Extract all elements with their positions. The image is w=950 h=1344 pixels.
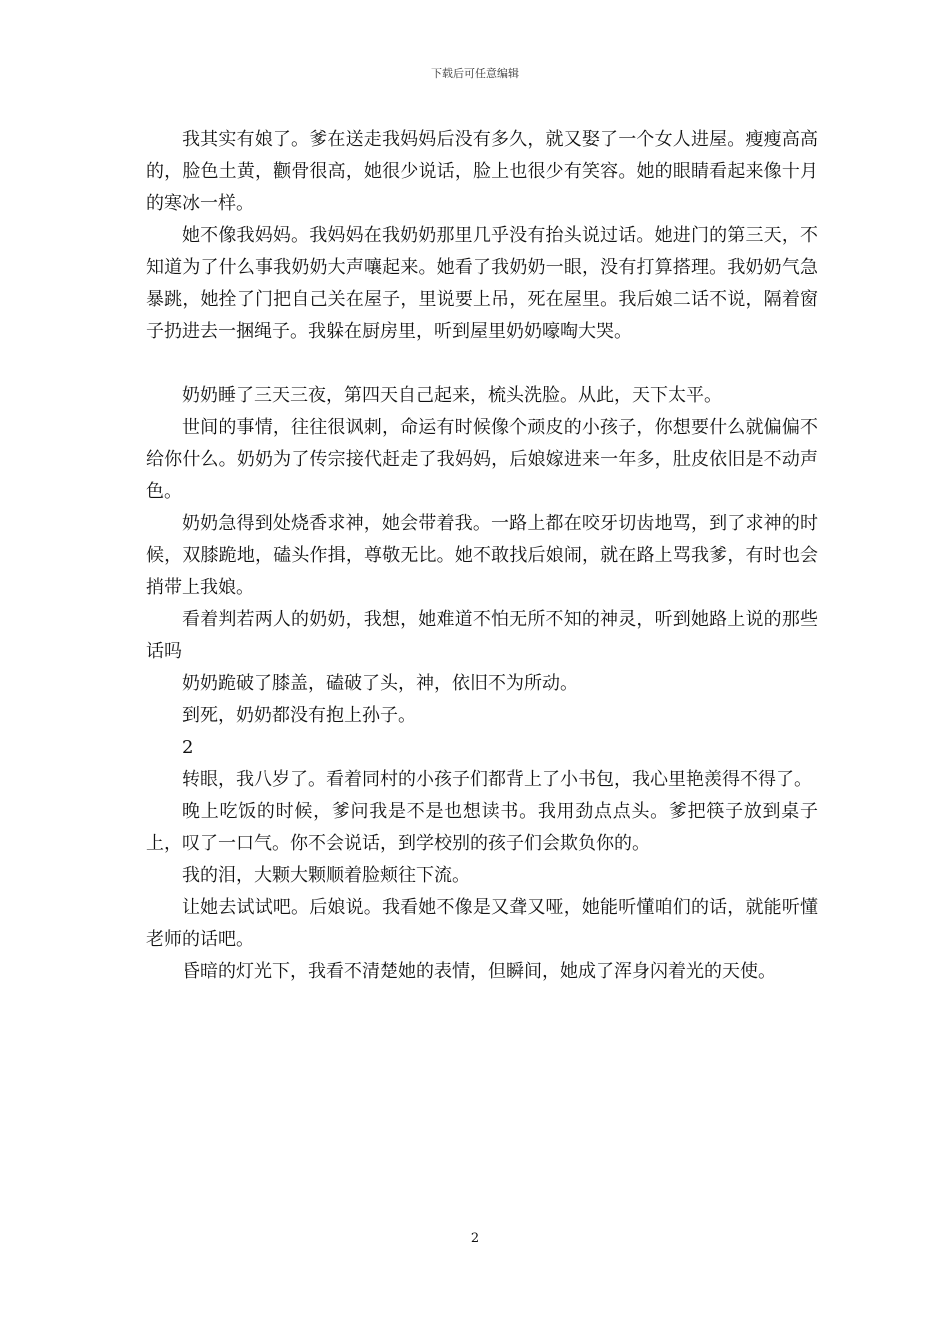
- paragraph: 看着判若两人的奶奶，我想，她难道不怕无所不知的神灵，听到她路上说的那些话吗: [146, 609, 818, 662]
- paragraph: 世间的事情，往往很讽刺，命运有时候像个顽皮的小孩子，你想要什么就偏偏不给你什么。奶奶为了传宗接代赶走了我妈妈，后娘嫁进来一年多，肚皮依旧是不动声色。: [146, 417, 818, 502]
- page-header: 下载后可任意编辑: [431, 67, 519, 80]
- paragraph: 昏暗的灯光下，我看不清楚她的表情，但瞬间，她成了浑身闪着光的天使。: [182, 961, 776, 982]
- page-number: 2: [470, 1231, 480, 1246]
- paragraph: 她不像我妈妈。我妈妈在我奶奶那里几乎没有抬头说过话。她进门的第三天，不知道为了什么事我奶奶大声嚷起来。她看了我奶奶一眼，没有打算搭理。我奶奶气急暴跳，她拴了门把自己关在屋子，里说要上吊，死在屋里。我后娘二话不说，隔着窗子扔进去一捆绳子。我躲在厨房里，听到屋里奶奶嚎啕大哭。: [146, 225, 818, 342]
- section-number: 2: [182, 737, 194, 758]
- paragraph: 晚上吃饭的时候，爹问我是不是也想读书。我用劲点点头。爹把筷子放到桌子上，叹了一口气。你不会说话，到学校别的孩子们会欺负你的。: [146, 801, 818, 854]
- paragraph: 奶奶急得到处烧香求神，她会带着我。一路上都在咬牙切齿地骂，到了求神的时候，双膝跪地，磕头作揖，尊敬无比。她不敢找后娘闹，就在路上骂我爹，有时也会捎带上我娘。: [146, 513, 818, 598]
- paragraph: 奶奶跪破了膝盖，磕破了头，神，依旧不为所动。: [182, 673, 578, 694]
- paragraph: 奶奶睡了三天三夜，第四天自己起来，梳头洗脸。从此，天下太平。: [182, 385, 722, 406]
- document-body: [146, 124, 818, 988]
- paragraph: 让她去试试吧。后娘说。我看她不像是又聋又哑，她能听懂咱们的话，就能听懂老师的话吧。: [146, 897, 818, 950]
- blank-line: [146, 348, 818, 380]
- paragraph: 到死，奶奶都没有抱上孙子。: [182, 705, 416, 726]
- paragraph: 我的泪，大颗大颗顺着脸颊往下流。: [182, 865, 470, 886]
- paragraph: 我其实有娘了。爹在送走我妈妈后没有多久，就又娶了一个女人进屋。瘦瘦高高的，脸色土黄，颧骨很高，她很少说话，脸上也很少有笑容。她的眼睛看起来像十月的寒冰一样。: [146, 129, 818, 214]
- paragraph: 转眼，我八岁了。看着同村的小孩子们都背上了小书包，我心里艳羡得不得了。: [182, 769, 812, 790]
